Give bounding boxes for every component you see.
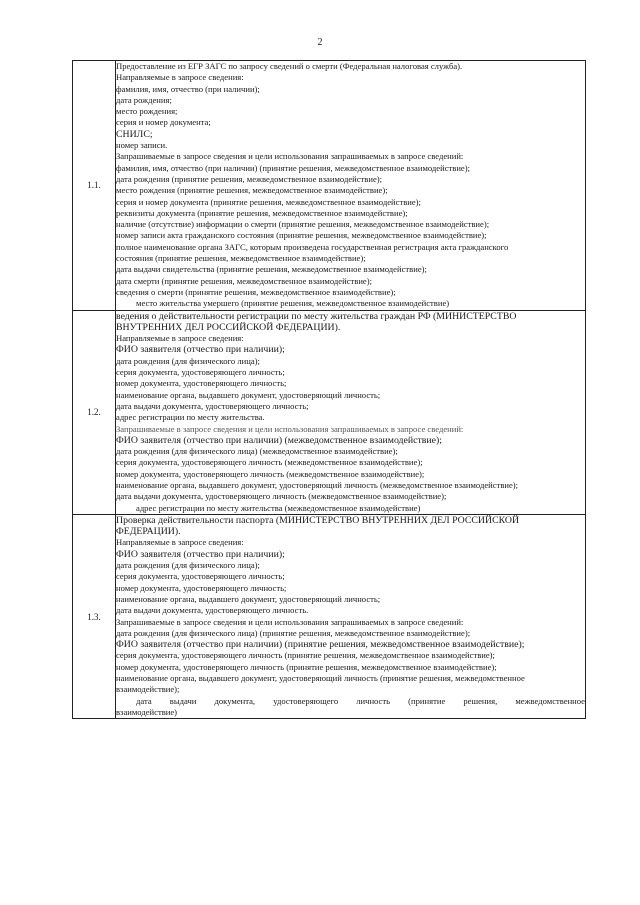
text-line: номер записи. xyxy=(116,140,168,151)
text-line: наименование органа, выдавшего документ, удостоверяющий личность; xyxy=(116,389,381,400)
row-content xyxy=(116,61,586,311)
text-line: дата рождения (принятие решения, межведомственное взаимодействие); xyxy=(116,173,383,184)
text-line: адрес регистрации по месту жительства. xyxy=(116,412,265,423)
text-line: СНИЛС; xyxy=(116,128,153,140)
text-line: дата рождения (для физического лица) (принятие решения, межведомственное взаимодействие); xyxy=(116,627,471,638)
text-line: ведения о действительности регистрации по месту жительства граждан РФ (МИНИСТЕРСТВО ВНУТРЕННИХ ДЕЛ РОССИЙСКОЙ ФЕДЕРАЦИИ). xyxy=(116,310,517,333)
text-line: дата рождения; xyxy=(116,94,172,105)
row-number: 1.1. xyxy=(73,61,116,311)
text-line: наименование органа, выдавшего документ, удостоверяющий личность; xyxy=(116,593,381,604)
text-line: дата выдачи свидетельства (принятие решения, межведомственное взаимодействие); xyxy=(116,264,427,275)
text-line: ФИО заявителя (отчество при наличии); xyxy=(116,344,285,356)
text-line: дата выдачи документа, удостоверяющего личность (принятие решения, межведомственное xyxy=(136,695,585,706)
table-body xyxy=(73,61,586,719)
text-line: Направляемые в запросе сведения: xyxy=(116,72,244,83)
table-row xyxy=(73,514,586,718)
text-line: Проверка действительности паспорта (МИНИСТЕРСТВО ВНУТРЕННИХ ДЕЛ РОССИЙСКОЙ ФЕДЕРАЦИИ). xyxy=(116,514,520,538)
row-number: 1.2. xyxy=(73,310,116,514)
text-line: дата выдачи документа, удостоверяющего личность; xyxy=(116,400,309,411)
text-line: ФИО заявителя (отчество при наличии); xyxy=(116,548,285,560)
text-line: состояния (принятие решения, межведомственное взаимодействие); xyxy=(116,253,366,264)
row-number: 1.3. xyxy=(73,514,116,718)
row-content xyxy=(116,514,586,718)
text-line: номер документа, удостоверяющего личность (принятие решения, межведомственное взаимодействие); xyxy=(116,661,497,672)
page-number: 2 xyxy=(317,37,323,48)
text-line: сведения о смерти (принятие решения, межведомственное взаимодействие); xyxy=(116,286,396,297)
text-line: наличие (отсутствие) информации о смерти (принятие решения, межведомственное взаимодействие); xyxy=(116,219,490,230)
text-line: номер документа, удостоверяющего личность; xyxy=(116,582,287,593)
text-line: номер документа, удостоверяющего личность (межведомственное взаимодействие); xyxy=(116,468,425,479)
text-line: серия и номер документа (принятие решения, межведомственное взаимодействие); xyxy=(116,196,421,207)
requirements-table xyxy=(72,60,586,719)
text-line: серия документа, удостоверяющего личность; xyxy=(116,571,285,582)
text-line: наименование органа, выдавшего документ, удостоверяющий личность (принятие решения, межведомственное взаимодействие); xyxy=(116,673,525,695)
text-line: взаимодействие) xyxy=(116,706,178,717)
text-line: серия документа, удостоверяющего личность; xyxy=(116,367,285,378)
text-line: номер записи акта гражданского состояния (принятие решения, межведомственное взаимодействие); xyxy=(116,230,487,241)
table-row xyxy=(73,61,586,311)
text-line: место рождения (принятие решения, межведомственное взаимодействие); xyxy=(116,185,388,196)
text-line: ФИО заявителя (отчество при наличии) (межведомственное взаимодействие); xyxy=(116,434,442,446)
text-line: место жительства умершего (принятие решения, межведомственное взаимодействие) xyxy=(136,298,450,309)
text-line: Направляемые в запросе сведения: xyxy=(116,333,244,344)
text-line: серия документа, удостоверяющего личность (межведомственное взаимодействие); xyxy=(116,457,423,468)
row-content xyxy=(116,310,586,514)
text-line: место рождения; xyxy=(116,106,178,117)
text-line: дата выдачи документа, удостоверяющего личность (межведомственное взаимодействие); xyxy=(116,491,447,502)
text-line: серия документа, удостоверяющего личность (принятие решения, межведомственное взаимодействие); xyxy=(116,650,495,661)
text-line: Запрашиваемые в запросе сведения и цели использования запрашиваемых в запросе сведений: xyxy=(116,616,464,627)
text-line: реквизиты документа (принятие решения, межведомственное взаимодействие); xyxy=(116,207,408,218)
text-line: адрес регистрации по месту жительства (межведомственное взаимодействие) xyxy=(136,502,421,513)
text-line: дата смерти (принятие решения, межведомственное взаимодействие); xyxy=(116,275,372,286)
text-line: Запрашиваемые в запросе сведения и цели использования запрашиваемых в запросе сведений: xyxy=(116,151,464,162)
text-line: фамилия, имя, отчество (при наличии); xyxy=(116,83,260,94)
text-line: Предоставление из ЕГР ЗАГС по запросу сведений о смерти (Федеральная налоговая служба). xyxy=(116,61,463,71)
text-line: Направляемые в запросе сведения: xyxy=(116,537,244,548)
text-line: серия и номер документа; xyxy=(116,117,211,128)
text-line: ФИО заявителя (отчество при наличии) (принятие решения, межведомственное взаимодействие); xyxy=(116,639,525,651)
text-line: фамилия, имя, отчество (при наличии) (принятие решения, межведомственное взаимодействие); xyxy=(116,162,471,173)
text-line: наименование органа, выдавшего документ, удостоверяющий личность (межведомственное взаимодействие); xyxy=(116,479,519,490)
text-line: дата рождения (для физического лица); xyxy=(116,355,260,366)
text-line: дата рождения (для физического лица) (межведомственное взаимодействие); xyxy=(116,446,398,457)
table-row xyxy=(73,310,586,514)
text-line: полное наименование органа ЗАГС, которым произведена государственная регистрация акта гражданского xyxy=(116,241,509,252)
text-line: Запрашиваемые в запросе сведения и цели использования запрашиваемых в запросе сведений: xyxy=(116,423,464,434)
text-line: дата рождения (для физического лица); xyxy=(116,560,260,571)
text-line: номер документа, удостоверяющего личность; xyxy=(116,378,287,389)
text-line: дата выдачи документа, удостоверяющего личность. xyxy=(116,605,309,616)
